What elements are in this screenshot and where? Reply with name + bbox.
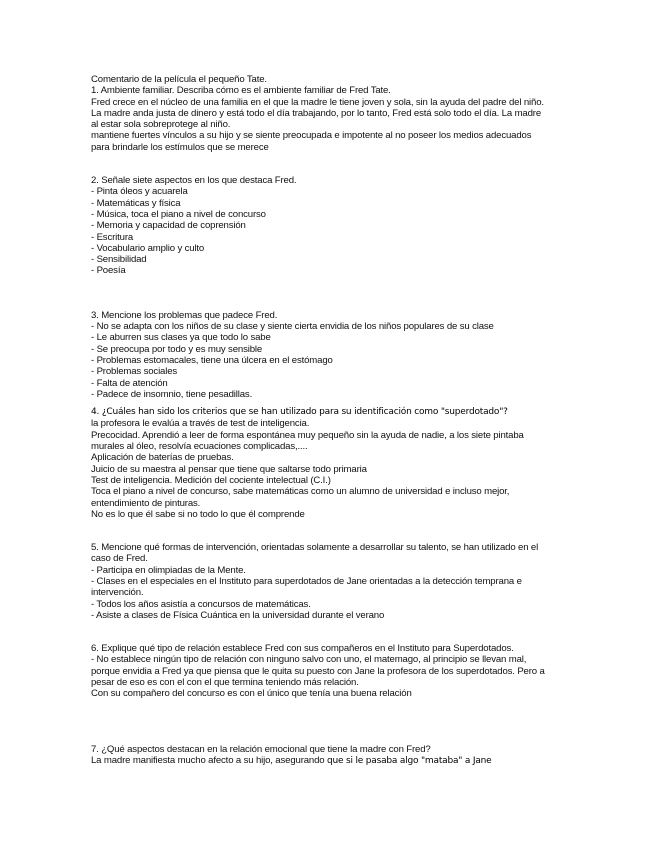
question-4-section <box>91 407 571 520</box>
document-title: Comentario de la película el pequeño Tate. <box>91 74 267 85</box>
list-item: - Matemáticas y física <box>91 198 571 209</box>
list-item: - Vocabulario amplio y culto <box>91 243 571 254</box>
document-body <box>91 74 571 767</box>
question-2-section <box>91 175 571 277</box>
list-item: - Le aburren sus clases ya que todo lo sabe <box>91 332 571 343</box>
answer-line: Precocidad. Aprendió a leer de forma espontánea muy pequeño sin la ayuda de nadie, a los siete pintaba <box>91 429 524 441</box>
list-item: - Falta de atención <box>91 378 571 389</box>
answer-end: que si le pasaba algo "mataba" a Jane <box>327 755 492 766</box>
answer-line: pesar de eso es con el con el que termina teniendo más relación. <box>91 677 359 689</box>
list-item: - Pinta óleos y acuarela <box>91 186 571 197</box>
question-5: 5. Mencione qué formas de intervención, orientadas solamente a desarrollar su talento, se han utilizado en el <box>91 542 539 554</box>
answer-line: Test de inteligencia. Medición del cociente intelectual (C.I.) <box>91 474 331 486</box>
list-item: - Se preocupa por todo y es muy sensible <box>91 344 571 355</box>
question-3-section <box>91 310 571 400</box>
list-item: - Música, toca el piano a nivel de concurso <box>91 209 571 220</box>
question-7: 7. ¿Qué aspectos destacan en la relación emocional que tiene la madre con Fred? <box>91 743 431 755</box>
answer-line: para brindarle los estímulos que se merece <box>91 141 269 153</box>
aspects-list <box>91 186 571 276</box>
question-7-section <box>91 744 571 768</box>
answer-line: la profesora le evalúa a través de test de inteligencia. <box>91 418 310 430</box>
list-item: - Memoria y capacidad de coprensión <box>91 220 571 231</box>
answer-line: Fred crece en el núcleo de una familia en el que la madre le tiene joven y sola, sin la ayuda del padre del niño. <box>91 96 544 108</box>
problems-list <box>91 321 571 400</box>
answer-line: porque envidia a Fred ya que piensa que le quita su puesto con Jane la profesora de los superdotados. Pero a <box>91 665 545 677</box>
list-item: - No se adapta con los niños de su clase y siente cierta envidia de los niños populares de su clase <box>91 321 571 332</box>
question-6: 6. Explique qué tipo de relación establece Fred con sus compañeros en el Instituto para Superdotados. <box>91 643 514 655</box>
list-item: - Sensibilidad <box>91 254 571 265</box>
answer-line: - Participa en olimpiadas de la Mente. <box>91 564 246 576</box>
answer-line: Aplicación de baterías de pruebas. <box>91 452 234 464</box>
question-3: 3. Mencione los problemas que padece Fred. <box>91 309 278 321</box>
answer-line: Juicio de su maestra al pensar que tiene que saltarse todo primaria <box>91 463 367 475</box>
list-item: - Padece de insomnio, tiene pesadillas. <box>91 389 571 400</box>
answer-line: mantiene fuertes vínculos a su hijo y se siente preocupada e impotente al no poseer los medios adecuados <box>91 130 532 142</box>
question-1: 1. Ambiente familiar. Describa cómo es el ambiente familiar de Fred Tate. <box>91 85 391 97</box>
answer-line <box>91 755 571 767</box>
answer-line: - No establece ningún tipo de relación con ninguno salvo con uno, el matemago, al principio se llevan mal, <box>91 654 527 666</box>
list-item: - Poesía <box>91 265 571 276</box>
answer-line: intervención. <box>91 587 144 599</box>
answer-line: al estar sola sobreprotege al niño. <box>91 119 231 131</box>
question-2: 2. Señale siete aspectos en los que destaca Fred. <box>91 175 297 187</box>
list-item: - Problemas estomacales, tiene una úlcera en el estómago <box>91 355 571 366</box>
answer-line: La madre anda justa de dinero y está todo el día trabajando, por lo tanto, Fred está solo todo el día. La madre <box>91 107 542 119</box>
question-6-section <box>91 643 571 699</box>
list-item: - Problemas sociales <box>91 366 571 377</box>
answer-start: La madre manifiesta mucho afecto a su hijo, asegurando <box>91 754 328 766</box>
answer-line: murales al óleo, resolvía ecuaciones complicadas,.... <box>91 441 308 453</box>
answer-line: Con su compañero del concurso es con el único que tenía una buena relación <box>91 688 412 700</box>
answer-line: - Asiste a clases de Física Cuántica en la universidad durante el verano <box>91 609 385 621</box>
answer-line: - Todos los años asistía a concursos de matemáticas. <box>91 598 311 610</box>
question-5-section <box>91 542 571 621</box>
answer-line: Toca el piano a nivel de concurso, sabe matemáticas como un alumno de universidad e incluso mejor, <box>91 486 510 498</box>
list-item: - Escritura <box>91 232 571 243</box>
answer-line: entendimiento de pinturas. <box>91 497 201 509</box>
question-5-continued: caso de Fred. <box>91 553 148 565</box>
answer-line: No es lo que él sabe si no todo lo que él comprende <box>91 508 305 520</box>
answer-line: - Clases en el especiales en el Instituto para superdotados de Jane orientadas a la detección temprana e <box>91 575 522 587</box>
question-4: 4. ¿Cuáles han sido los criterios que se han utilizado para su identificación como "superdotado"? <box>91 407 508 418</box>
question-1-section <box>91 85 571 153</box>
